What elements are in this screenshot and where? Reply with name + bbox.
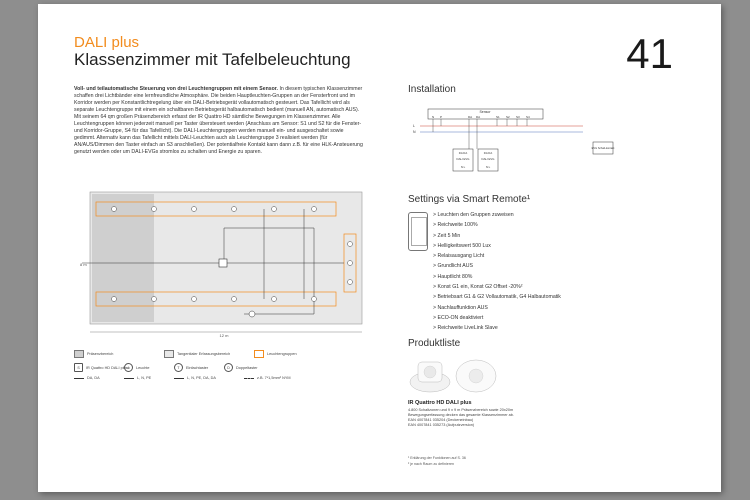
svg-text:N: N — [413, 130, 416, 134]
sensor-symbol — [219, 259, 227, 267]
wiring-sensor-label: Sensor — [479, 110, 491, 114]
smart-remote-icon — [408, 212, 428, 251]
legend-cable-example: z.B. 7*1,5mm² NYM — [244, 376, 291, 380]
products-heading: Produktliste — [408, 338, 461, 349]
sensor-product-image — [408, 354, 498, 396]
settings-item: > ECO-ON deaktiviert — [433, 313, 561, 323]
svg-text:P: P — [440, 115, 443, 119]
settings-list — [433, 210, 561, 334]
settings-item: > Betriebsart G1 & G2 Vollautomatik, G4 Halbautomatik — [433, 292, 561, 302]
floor-plan — [74, 184, 374, 344]
settings-heading: Settings via Smart Remote¹ — [408, 194, 531, 205]
svg-text:S2: S2 — [506, 115, 510, 119]
settings-item: > Relaisausgang Licht — [433, 251, 561, 261]
settings-item: > Nachlauffunktion AUS — [433, 303, 561, 313]
settings-item: > Zeit 5 Min — [433, 231, 561, 241]
pushbutton-symbol — [249, 311, 255, 317]
legend-cable-dali: DA, DA — [74, 376, 100, 380]
description-text — [74, 86, 364, 156]
svg-text:DA: DA — [476, 115, 481, 119]
svg-text:DA DA: DA DA — [483, 151, 493, 155]
svg-text:DALI EVG: DALI EVG — [456, 157, 470, 161]
description-lead: Voll- und teilautomatische Steuerung von drei Leuchtengruppen mit einem Sensor. — [74, 86, 278, 92]
svg-text:DALI EVG: DALI EVG — [481, 157, 495, 161]
installation-heading: Installation — [408, 84, 456, 95]
legend-sensor: S IR Quattro HD DALI plus — [74, 363, 128, 372]
plan-height-label: 8 m — [80, 262, 87, 267]
legend-presence: Präsenzbereich — [74, 350, 113, 358]
plan-legend — [74, 350, 374, 395]
settings-item: > Konst G1 ein, Konst G2 Offset -20%² — [433, 282, 561, 292]
svg-text:EVG Schalt-kontakt: EVG Schalt-kontakt — [591, 147, 615, 150]
wiring-diagram — [408, 104, 618, 184]
footnote-1: ¹ Erklärung der Funktionen auf S. 36 — [408, 456, 466, 460]
plan-width-label: 12 m — [219, 333, 229, 338]
settings-item: > Reichweite LiveLink Slave — [433, 323, 561, 333]
legend-cable-combined: L, N, PE, DA, DA — [174, 376, 216, 380]
svg-text:DA DA: DA DA — [458, 151, 468, 155]
svg-text:N L: N L — [485, 165, 491, 169]
footnote-2: ² je nach Raum zu definieren — [408, 462, 454, 466]
legend-single-button: T Einfachtaster — [174, 363, 208, 372]
svg-text:L: L — [413, 124, 415, 128]
settings-item: > Helligkeitswert 500 Lux — [433, 241, 561, 251]
svg-text:N L: N L — [460, 165, 466, 169]
product-name: IR Quattro HD DALI plus — [408, 400, 472, 406]
settings-item: > Reichweite 100% — [433, 220, 561, 230]
legend-groups: Leuchtengruppen — [254, 350, 297, 358]
page-title: Klassenzimmer mit Tafelbeleuchtung — [74, 50, 351, 69]
presence-area — [92, 194, 154, 322]
legend-double-button: D Doppeltaster — [224, 363, 258, 372]
settings-item: > Hauptlicht 80% — [433, 272, 561, 282]
svg-text:S3: S3 — [516, 115, 520, 119]
svg-text:DA: DA — [468, 115, 473, 119]
page-number: 41 — [626, 30, 673, 77]
series-title: DALI plus — [74, 34, 140, 51]
svg-text:S4: S4 — [526, 115, 530, 119]
description-body: In diesem typischen Klassenzimmer schaffen drei Lichtbänder eine lernfreundliche Atmosphäre. Die beiden Hauptleuchten-Gruppen an der Fensterfront und im Korridor werden per Konstantlichtregelung über ein DALI-Betriebsgerät vollautomatisch gesteuert. Das Tafellicht wird als separate Leuchtengruppe mit einem ein schaltbaren Betriebsgerät halbautomatisch bedient (manuell AN, automatisch AUS). Mit seinem 64 qm großen Präsenzbereich erfasst der IR Quattro HD sämtliche Bewegungen im Klassenzimmer. Alle Leuchtengruppen können jederzeit manuell per Taster übersteuert werden (Anschluss am Sensor: S1 und S2 für die Fenster- und Korridor-Gruppe, S4 für das Tafellicht). Die DALI-Leuchtengruppen werden manuell ein- und ausgeschaltet sowie gedimmt. Alternativ kann das Tafellicht mittels DALI-Leuchten auch als Leuchtengruppe 3 realisiert werden (für AN/AUS/Dimmen den Taster einfach an S3 anschließen). Der potentialfreie Kontakt kann dann z.B. für eine HLK-Ansteuerung genutzt werden oder um DALI-EVGs stromlos zu schalten und Energie zu sparen. — [74, 86, 363, 155]
legend-cable-power: L, N, PE — [124, 376, 151, 380]
legend-luminaire: ⊗ Leuchte — [124, 363, 150, 372]
legend-tangential: Tangentialer Erfassungsbereich — [164, 350, 230, 358]
settings-item: > Grundlicht AUS — [433, 261, 561, 271]
svg-text:N: N — [432, 115, 435, 119]
document-page — [38, 4, 721, 492]
product-details: 4.800 Schaltzonen und 9 x 9 m Präsenzbereich sowie 20x20m Bewegungserfassung decken das gesamte Klassenzimmer ab. EAN 4007841 035204 (Deckeneinbau) EAN 4007841 035273 (Aufputzversion) — [408, 408, 514, 427]
svg-text:S1: S1 — [496, 115, 500, 119]
settings-item: > Leuchten den Gruppen zuweisen — [433, 210, 561, 220]
